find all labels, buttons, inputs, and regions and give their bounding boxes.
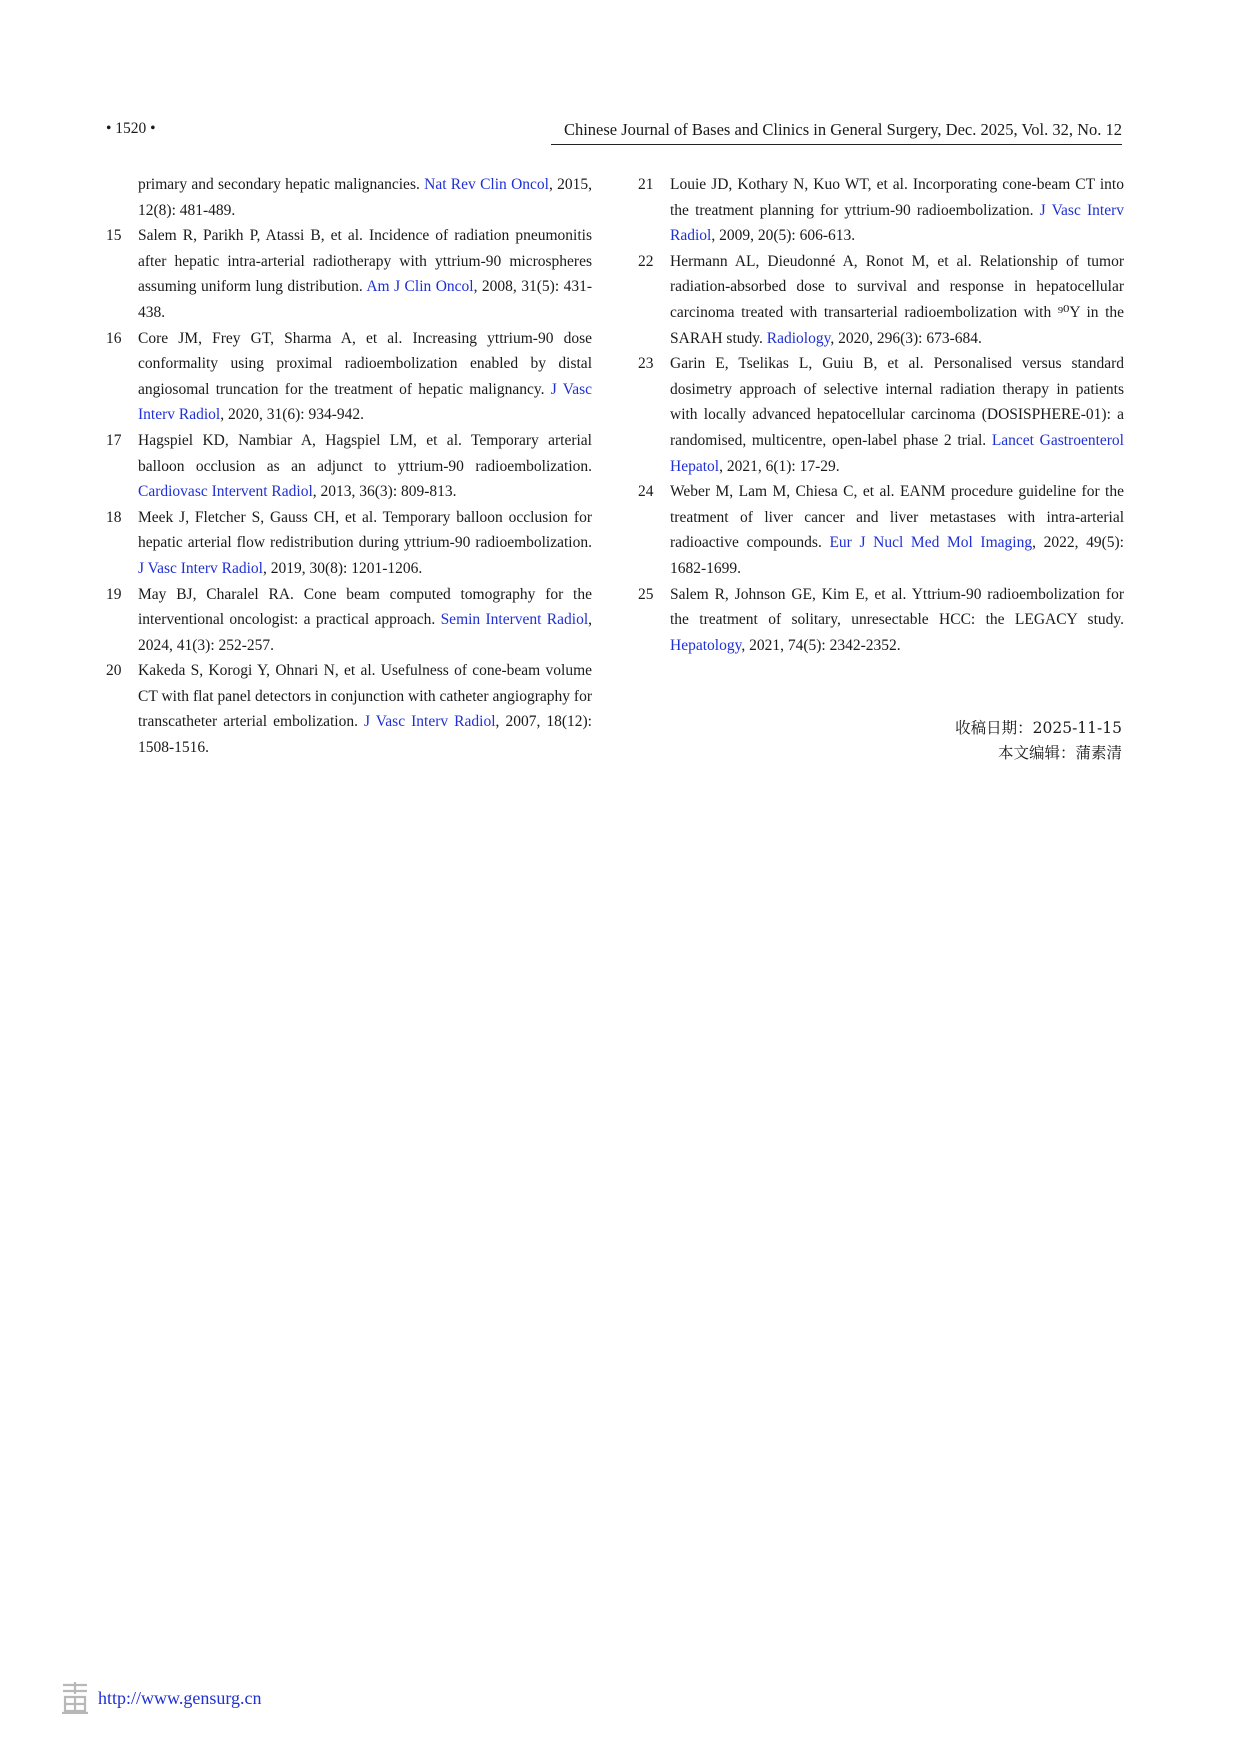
journal-link[interactable]: Am J Clin Oncol [366, 278, 474, 296]
journal-logo-icon [60, 1680, 90, 1714]
journal-link[interactable]: Hepatology [670, 636, 742, 654]
journal-link[interactable]: Eur J Nucl Med Mol Imaging [829, 534, 1033, 552]
reference-number: 22 [638, 252, 654, 270]
reference-number: 21 [638, 176, 654, 193]
page-header [106, 118, 1122, 146]
reference-text: Kakeda S, Korogi Y, Ohnari N, et al. Usefulness of cone-beam volume CT with flat panel detectors in conjunction with catheter angiography for transcatheter arterial embolization. [138, 662, 592, 731]
journal-link[interactable]: Semin Intervent Radiol [440, 611, 589, 629]
editor-name: 本文编辑：蒲素清 [997, 744, 1122, 762]
reference-text: Hagspiel KD, Nambiar A, Hagspiel LM, et al. Temporary arterial balloon occlusion as an adjunct to yttrium-90 radioembolization. [138, 431, 592, 475]
reference-item [638, 479, 1124, 581]
reference-item [106, 505, 592, 582]
reference-item [638, 351, 1124, 479]
reference-item [638, 172, 1124, 249]
reference-column-right [638, 172, 1124, 658]
journal-link[interactable]: Radiology [766, 329, 831, 347]
reference-number: 25 [638, 585, 654, 603]
reference-citation: , 2024, 41(3): 252-257. [138, 611, 593, 654]
reference-text: Salem R, Johnson GE, Kim E, et al. Yttrium-90 radioembolization for the treatment of solitary, unresectable HCC: the LEGACY study. [670, 585, 1124, 629]
reference-item [106, 658, 592, 760]
reference-item [106, 172, 592, 223]
journal-url-link[interactable]: http://www.gensurg.cn [98, 1688, 262, 1708]
reference-number: 24 [638, 483, 654, 501]
reference-citation: , 2020, 296(3): 673-684. [830, 329, 982, 347]
reference-item [106, 428, 592, 505]
reference-citation: , 2013, 36(3): 809-813. [312, 483, 457, 501]
page-number: • 1520 • [106, 120, 156, 137]
reference-text: primary and secondary hepatic malignancies. [138, 176, 425, 193]
journal-link[interactable]: Lancet Gastroenterol Hepatol [670, 431, 1124, 475]
reference-number: 16 [106, 329, 122, 347]
journal-link[interactable]: J Vasc Interv Radiol [670, 201, 1124, 245]
journal-link[interactable]: J Vasc Interv Radiol [138, 380, 592, 424]
reference-number: 20 [106, 662, 122, 680]
reference-citation: , 2020, 31(6): 934-942. [220, 406, 365, 424]
reference-item [106, 582, 592, 659]
reference-number: 17 [106, 431, 122, 449]
reference-text: Weber M, Lam M, Chiesa C, et al. EANM procedure guideline for the treatment of liver cancer and liver metastases with intra-arterial radioactive compounds. [670, 483, 1124, 552]
reference-citation: , 2019, 30(8): 1201-1206. [262, 559, 423, 577]
reference-text: Garin E, Tselikas L, Guiu B, et al. Personalised versus standard dosimetry approach of selective internal radiation therapy in patients with locally advanced hepatocellular carcinoma (DOSISPHERE-01): a randomised, multicentre, open-label phase 2 trial. [670, 355, 1124, 449]
reference-citation: , 2022, 49(5): 1682-1699. [670, 534, 1124, 577]
reference-number: 15 [106, 227, 122, 245]
reference-text: Salem R, Parikh P, Atassi B, et al. Incidence of radiation pneumonitis after hepatic intra-arterial radiotherapy with yttrium-90 microspheres assuming uniform lung distribution. [138, 227, 592, 296]
reference-citation: , 2007, 18(12): 1508-1516. [138, 713, 592, 757]
reference-text: May BJ, Charalel RA. Cone beam computed tomography for the interventional oncologist: a practical approach. [138, 585, 592, 629]
reference-number: 23 [638, 355, 654, 373]
journal-title: Chinese Journal of Bases and Clinics in General Surgery, Dec. 2025, Vol. 32, No. 12 [563, 120, 1122, 139]
reference-item [106, 326, 592, 428]
reference-number: 19 [106, 585, 122, 603]
header-rule [551, 144, 1122, 145]
reference-text: Meek J, Fletcher S, Gauss CH, et al. Temporary balloon occlusion for hepatic arterial flow redistribution during yttrium-90 radioembolization. [138, 508, 592, 552]
reference-citation: , 2021, 74(5): 2342-2352. [741, 636, 901, 654]
journal-link[interactable]: Nat Rev Clin Oncol [424, 176, 549, 193]
received-date: 收稿日期：2025-11-15 [955, 719, 1122, 737]
reference-citation: , 2015, 12(8): 481-489. [138, 176, 592, 219]
article-meta [955, 716, 1122, 766]
reference-citation: , 2021, 6(1): 17-29. [719, 457, 840, 475]
journal-link[interactable]: J Vasc Interv Radiol [364, 713, 496, 731]
reference-column-left [106, 172, 592, 761]
reference-number: 18 [106, 508, 122, 526]
reference-text: Hermann AL, Dieudonné A, Ronot M, et al. Relationship of tumor radiation-absorbed dose to survival and response in hepatocellular carcinoma treated with transarterial radioembolization with ⁹⁰Y in the SARAH study. [670, 252, 1124, 347]
reference-citation: , 2009, 20(5): 606-613. [711, 227, 856, 245]
reference-citation: , 2008, 31(5): 431-438. [138, 278, 592, 321]
reference-text: Louie JD, Kothary N, Kuo WT, et al. Incorporating cone-beam CT into the treatment planning for yttrium-90 radioembolization. [670, 176, 1124, 219]
reference-item [106, 223, 592, 325]
reference-item [638, 249, 1124, 351]
journal-link[interactable]: Cardiovasc Intervent Radiol [138, 483, 313, 501]
reference-text: Core JM, Frey GT, Sharma A, et al. Increasing yttrium-90 dose conformality using proximal radioembolization enabled by distal angiosomal truncation for the treatment of hepatic malignancy. [138, 329, 592, 398]
journal-link[interactable]: J Vasc Interv Radiol [138, 559, 263, 577]
reference-item [638, 582, 1124, 659]
